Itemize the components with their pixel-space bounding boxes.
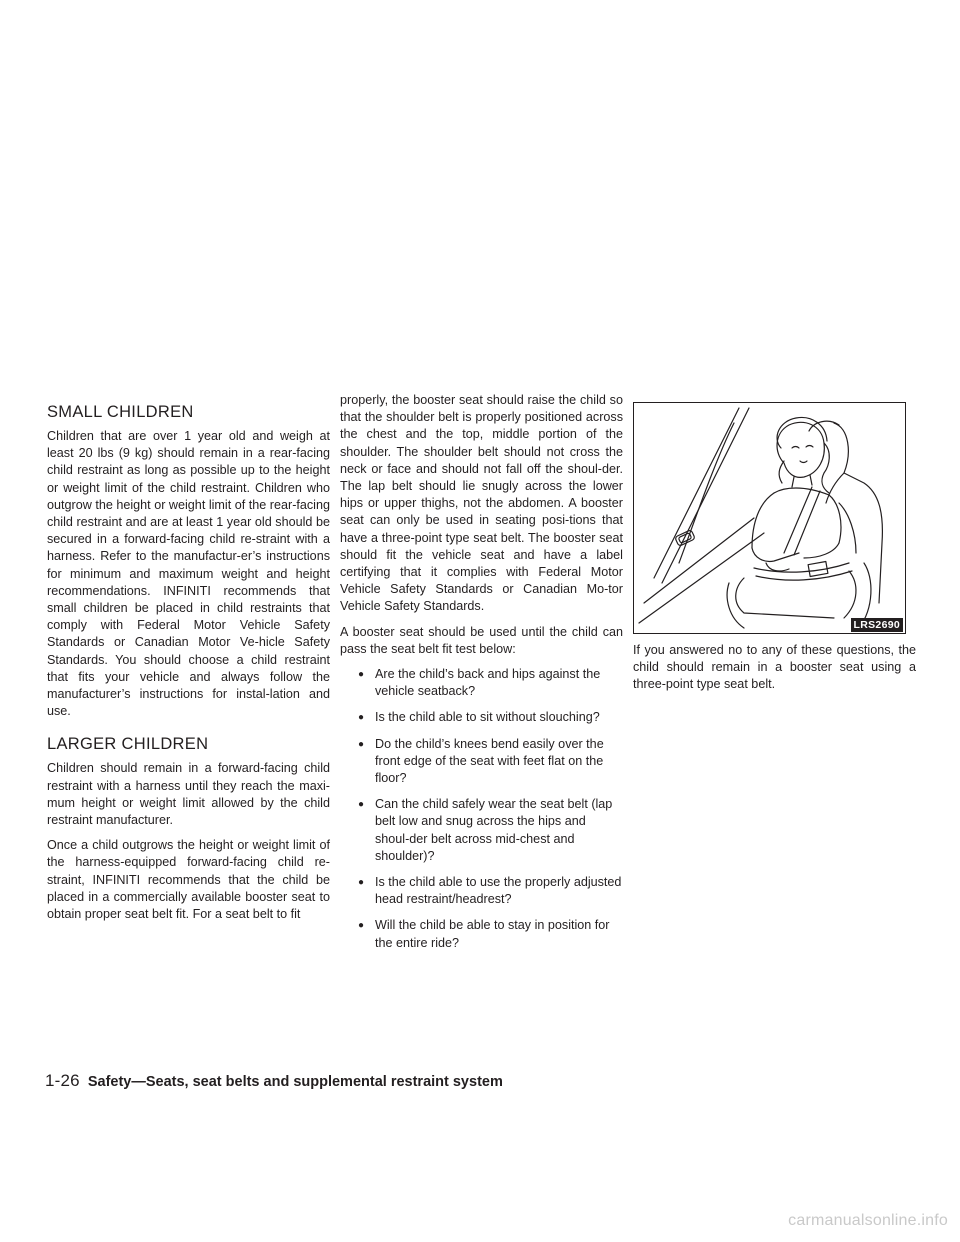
fit-test-checklist (340, 666, 623, 952)
watermark: carmanualsonline.info (788, 1212, 948, 1229)
booster-seat-illustration (633, 402, 906, 634)
bullet-icon: ● (358, 712, 365, 724)
paragraph-fit-test-intro: A booster seat should be used until the child can pass the seat belt fit test below: (340, 624, 623, 656)
bullet-icon: ● (358, 877, 365, 889)
page-number: 1-26 (45, 1071, 80, 1090)
page-footer (45, 1071, 503, 1095)
child-in-booster-seat-drawing (634, 403, 906, 634)
bullet-icon: ● (358, 669, 365, 681)
heading-small-children: SMALL CHILDREN (47, 403, 194, 421)
column-right (633, 402, 916, 702)
checklist-item: ● Will the child be able to stay in position for the entire ride? (358, 918, 610, 950)
heading-larger-children: LARGER CHILDREN (47, 735, 209, 754)
bullet-icon: ● (358, 738, 365, 750)
bullet-icon: ● (358, 920, 365, 932)
paragraph-conclusion: If you answered no to any of these questions, the child should remain in a booster seat using a three-point type seat belt. (633, 643, 916, 692)
bullet-icon: ● (358, 799, 365, 811)
paragraph-larger-children-1: Children should remain in a forward-facing child restraint with a harness until they reach the maxi-mum height or weight limit allowed by the child restraint manufacturer. (47, 761, 330, 828)
paragraph-booster-fit: properly, the booster seat should raise the child so that the shoulder belt is properly positioned across the chest and the top, middle portion of the shoulder. The shoulder belt should not cross the neck or face and should not fall off the shoul-der. The lap belt should lie snugly across the lower hips or upper thighs, not the abdomen. A booster seat can only be used in seating posi-tions that have a three-point type seat belt. The booster seat should fit the vehicle seat and have a label certifying that it complies with Federal Motor Vehicle Safety Standards or Canadian Mo-tor Vehicle Safety Standards. (340, 393, 623, 614)
column-left (47, 402, 330, 931)
column-middle (340, 392, 623, 961)
checklist-item: ● Are the child’s back and hips against the vehicle seatback? (358, 667, 601, 699)
checklist-item: ● Is the child able to sit without slouching? (354, 709, 623, 726)
figure-label: LRS2690 (851, 618, 903, 632)
paragraph-small-children: Children that are over 1 year old and weigh at least 20 lbs (9 kg) should remain in a rear-facing child restraint as long as possible up to the height or weight limit of the child restraint. Children who outgrow the height or weight limit of the rear-facing child restraint and are at least 1 year old should be secured in a forward-facing child re-straint with a harness. Refer to the manufactur-er’s instructions for minimum and maximum weight and height recommendations. INFINITI recommends that small children be placed in child restraints that comply with Federal Motor Vehicle Safety Standards or Canadian Motor Ve-hicle Safety Standards. You should choose a child restraint that fits your vehicle and always follow the manufacturer’s instructions for instal-lation and use. (47, 429, 330, 719)
checklist-item: ● Do the child’s knees bend easily over the front edge of the seat with feet flat on the floor? (358, 736, 604, 786)
checklist-item: ● Can the child safely wear the seat belt (lap belt low and snug across the hips and shoul-der belt across mid-chest and shoulder)? (358, 797, 613, 863)
checklist-item: ● Is the child able to use the properly adjusted head restraint/headrest? (358, 875, 622, 907)
section-title: Safety—Seats, seat belts and supplemental restraint system (87, 1074, 503, 1090)
paragraph-larger-children-2: Once a child outgrows the height or weight limit of the harness-equipped forward-facing child re-straint, INFINITI recommends that the child be placed in a commercially available booster seat to obtain proper seat belt fit. For a seat belt to fit (47, 838, 330, 922)
